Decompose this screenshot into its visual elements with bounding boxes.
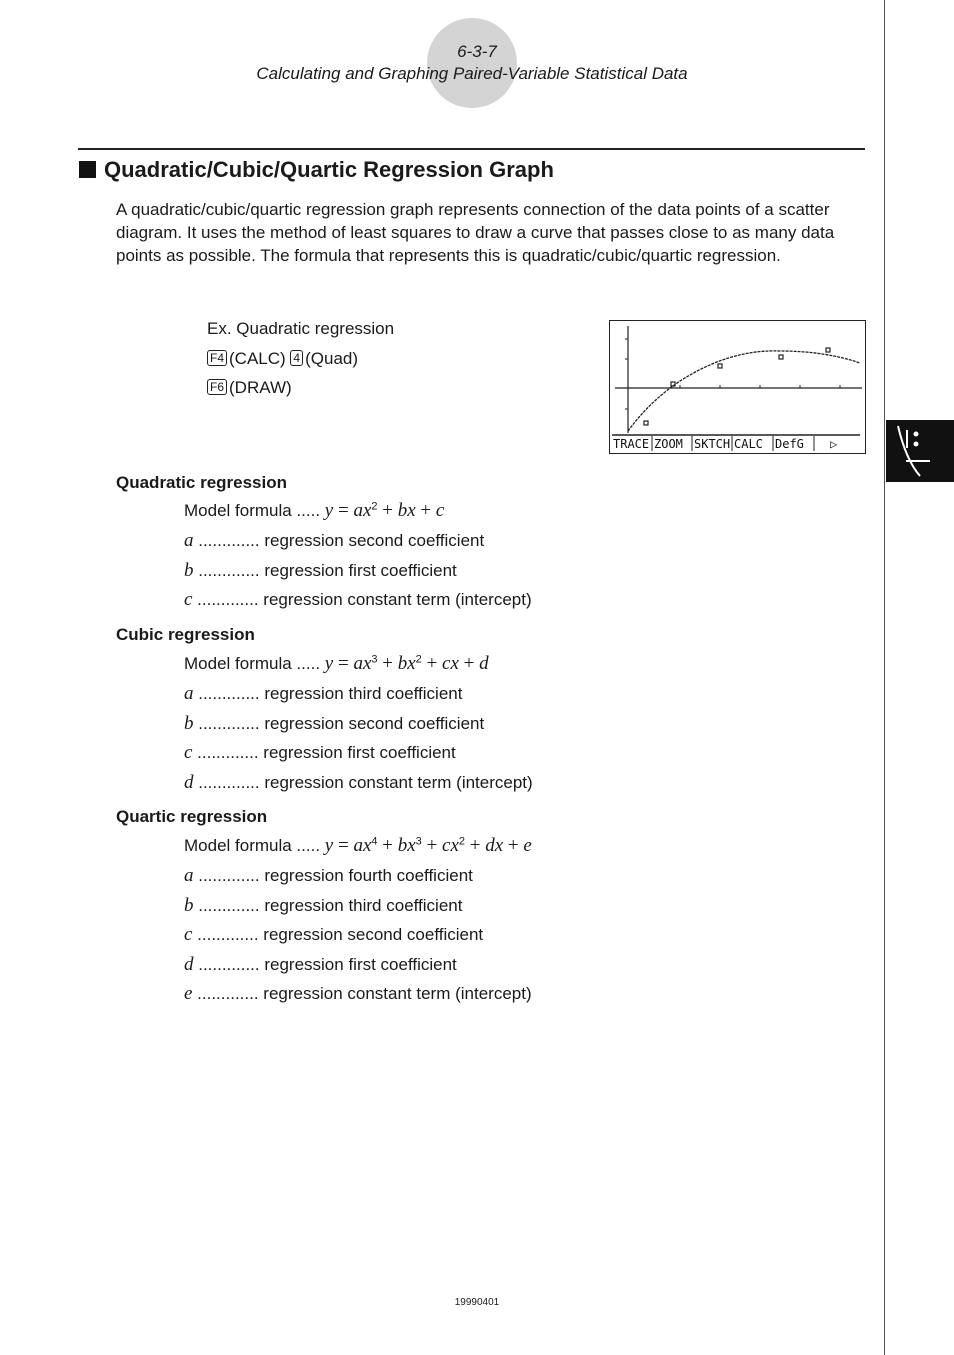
key-4: 4 xyxy=(290,350,303,366)
coefficient-variable: b xyxy=(184,559,194,581)
quadratic-heading: Quadratic regression xyxy=(116,473,288,492)
coefficient-variable: b xyxy=(184,712,194,734)
quartic-model: Model formula ..... $y = ax^4 + bx^3 + cx^2$ + dx + e xyxy=(184,835,532,856)
menu-item-2: SKTCH xyxy=(694,437,731,451)
coefficient-description: ............. regression first coefficient xyxy=(192,743,456,762)
cubic-coefficient-row xyxy=(184,683,462,705)
menu-item-4: DefG xyxy=(775,437,804,451)
coefficient-description: ............. regression constant term (intercept) xyxy=(193,772,533,792)
quadratic-model: Model formula ..... $y = ax^2$ + bx + c xyxy=(184,500,445,521)
coefficient-variable: a xyxy=(184,530,194,551)
quadratic-coefficient-row xyxy=(184,530,484,552)
quartic-coefficient-row xyxy=(184,954,457,976)
cubic-heading: Cubic regression xyxy=(116,625,255,644)
f4-key: F4 xyxy=(207,350,227,366)
model-label: Model formula ..... xyxy=(184,836,321,855)
example-step-1 xyxy=(207,349,358,369)
page-edge-line xyxy=(884,0,885,1355)
coefficient-variable: a xyxy=(184,683,194,704)
quartic-heading: Quartic regression xyxy=(116,807,268,826)
coefficient-description: ............. regression third coefficient xyxy=(193,684,463,703)
intro-paragraph: A quadratic/cubic/quartic regression graph represents connection of the data points of a scatter diagram. It uses the method of least squares to draw a curve that passes close to as many data points as possible. The formula that represents this is quadratic/cubic/quartic regression. xyxy=(116,200,835,265)
calc-label: (CALC) xyxy=(229,349,286,368)
coefficient-description: ............. regression first coefficient xyxy=(193,954,457,974)
page-number: 6-3-7 xyxy=(457,42,497,61)
menu-item-3: CALC xyxy=(734,437,763,451)
coefficient-variable: a xyxy=(184,865,194,886)
cubic-model: Model formula ..... $y = ax^3 + bx^2$ + cx + d xyxy=(184,653,489,674)
menu-item-1: ZOOM xyxy=(654,437,683,451)
coefficient-description: ............. regression second coefficient xyxy=(192,925,484,944)
coefficient-variable: d xyxy=(184,953,194,975)
cubic-coefficient-row xyxy=(184,713,484,735)
calculator-screen xyxy=(609,320,866,454)
quadratic-coefficient-row xyxy=(184,589,532,611)
f6-key: F6 xyxy=(207,379,227,395)
model-label: Model formula ..... xyxy=(184,654,321,673)
coefficient-variable: c xyxy=(184,589,193,610)
regression-icon xyxy=(886,420,954,482)
coefficient-variable: c xyxy=(184,924,193,945)
coefficient-variable: d xyxy=(184,771,194,793)
cubic-coefficient-row xyxy=(184,772,533,794)
menu-item-5: ▷ xyxy=(830,437,838,451)
menu-item-0: TRACE xyxy=(613,437,650,451)
example-label: Ex. Quadratic regression xyxy=(207,319,395,338)
coefficient-variable: b xyxy=(184,894,194,916)
quartic-coefficient-row xyxy=(184,865,473,887)
coefficient-description: ............. regression second coefficient xyxy=(193,531,485,550)
coefficient-description: ............. regression second coefficient xyxy=(193,713,485,733)
coefficient-description: ............. regression fourth coefficient xyxy=(193,866,473,885)
page-number-circle xyxy=(427,18,517,108)
quartic-coefficient-row xyxy=(184,895,462,917)
section-bullet-icon xyxy=(79,161,96,178)
regression-graph xyxy=(610,321,865,453)
coefficient-description: ............. regression constant term (intercept) xyxy=(192,984,532,1003)
coefficient-description: ............. regression constant term (intercept) xyxy=(192,590,532,609)
coefficient-description: ............. regression third coefficient xyxy=(193,895,463,915)
section-rule xyxy=(78,148,865,150)
section-title: Quadratic/Cubic/Quartic Regression Graph xyxy=(104,157,554,182)
example-step-2 xyxy=(207,378,292,398)
coefficient-variable: c xyxy=(184,742,193,763)
cubic-coefficient-row xyxy=(184,742,456,764)
draw-label: (DRAW) xyxy=(229,378,292,397)
quad-label: (Quad) xyxy=(305,349,359,368)
quartic-coefficient-row xyxy=(184,924,483,946)
coefficient-variable: e xyxy=(184,983,193,1004)
footer-code: 19990401 xyxy=(454,1297,500,1308)
quadratic-coefficient-row xyxy=(184,560,457,582)
chapter-tab xyxy=(886,420,954,482)
model-label: Model formula ..... xyxy=(184,501,321,520)
running-header: Calculating and Graphing Paired-Variable Statistical Data xyxy=(256,64,688,83)
quartic-coefficient-row xyxy=(184,983,532,1005)
coefficient-description: ............. regression first coefficient xyxy=(193,560,457,580)
